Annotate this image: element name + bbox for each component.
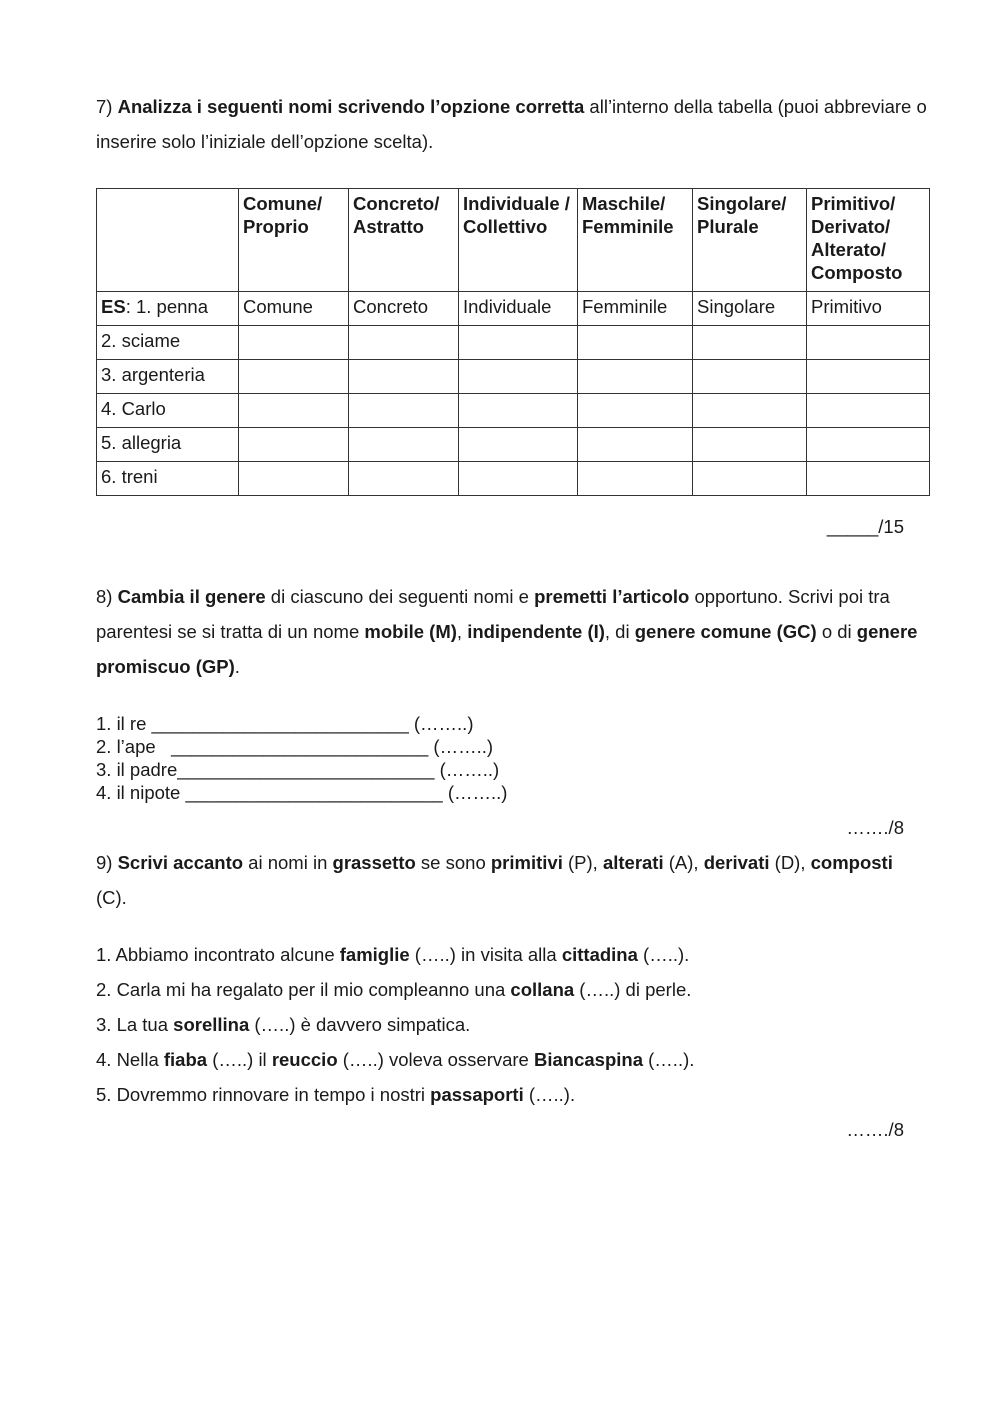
row-label: 2. sciame [97, 326, 239, 360]
instruction-text: , [456, 621, 468, 642]
exercise-number: 9) [96, 852, 118, 873]
list-item[interactable] [96, 1077, 694, 1112]
score-exercise-7: _____/15 [826, 516, 904, 537]
table-cell: Individuale [459, 292, 578, 326]
table-cell: Comune [239, 292, 349, 326]
table-header-row [97, 189, 930, 292]
instruction-bold: composti [810, 852, 893, 873]
sentence-text: (…..). [637, 944, 690, 965]
sentence-text: (…..) in visita alla [409, 944, 562, 965]
answer-cell[interactable] [693, 394, 807, 428]
bold-noun: famiglie [339, 944, 410, 965]
exercise-8-instructions [96, 579, 928, 684]
answer-cell[interactable] [578, 360, 693, 394]
list-item[interactable] [96, 937, 694, 972]
sentence-text: 5. Dovremmo rinnovare in tempo i nostri [96, 1084, 431, 1105]
answer-cell[interactable] [807, 394, 930, 428]
table-row [97, 428, 930, 462]
table-header-cell: Primitivo/ Derivato/ Alterato/ Composto [807, 189, 930, 292]
sentence-text: 4. Nella [96, 1049, 164, 1070]
answer-cell[interactable] [578, 394, 693, 428]
sentence-text: (…..) di perle. [574, 979, 692, 1000]
instruction-text: o di [816, 621, 857, 642]
answer-cell[interactable] [349, 360, 459, 394]
exercise-9-instructions [96, 845, 928, 915]
instruction-bold: Scrivi accanto [117, 852, 244, 873]
answer-cell[interactable] [459, 462, 578, 496]
instruction-bold: Cambia il genere [117, 586, 266, 607]
table-header-cell: Comune/ Proprio [239, 189, 349, 292]
answer-cell[interactable] [239, 428, 349, 462]
instruction-bold: Analizza i seguenti nomi scrivendo l’opzione corretta [117, 96, 585, 117]
list-item[interactable] [96, 972, 694, 1007]
instruction-text: ai nomi in [243, 852, 333, 873]
sentence-text: 2. Carla mi ha regalato per il mio compleanno una [96, 979, 511, 1000]
instruction-bold: mobile (M) [364, 621, 457, 642]
list-item[interactable]: 3. il padre_________________________ (……..) [96, 759, 500, 780]
bold-noun: reuccio [271, 1049, 338, 1070]
table-row [97, 326, 930, 360]
bold-noun: passaporti [430, 1084, 524, 1105]
table-row [97, 360, 930, 394]
instruction-text: (P), [562, 852, 603, 873]
exercise-7-instructions [96, 89, 928, 159]
row-label: 4. Carlo [97, 394, 239, 428]
answer-cell[interactable] [693, 428, 807, 462]
instruction-text: (A), [663, 852, 704, 873]
answer-cell[interactable] [239, 360, 349, 394]
answer-cell[interactable] [459, 326, 578, 360]
answer-cell[interactable] [693, 360, 807, 394]
row-label: 5. allegria [97, 428, 239, 462]
bold-noun: sorellina [173, 1014, 250, 1035]
instruction-bold: derivati [703, 852, 770, 873]
sentence-text: (…..) il [207, 1049, 272, 1070]
list-item[interactable]: 1. il re _________________________ (……..) [96, 713, 474, 734]
answer-cell[interactable] [693, 326, 807, 360]
answer-cell[interactable] [239, 326, 349, 360]
answer-cell[interactable] [349, 462, 459, 496]
table-cell: Femminile [578, 292, 693, 326]
instruction-bold: indipendente (I) [467, 621, 605, 642]
instruction-text: , di [604, 621, 635, 642]
answer-cell[interactable] [349, 428, 459, 462]
example-word: : 1. penna [125, 296, 208, 317]
list-item[interactable] [96, 1042, 694, 1077]
bold-noun: collana [510, 979, 575, 1000]
exercise-8-list [96, 712, 507, 804]
bold-noun: Biancaspina [534, 1049, 643, 1070]
bold-noun: cittadina [561, 944, 638, 965]
instruction-text: all’interno della tabella (puoi abbreviare o inserire solo l’iniziale dell’opzione scelta). [96, 96, 927, 152]
instruction-bold: premetti l’articolo [534, 586, 690, 607]
instruction-bold: genere promiscuo (GP) [96, 621, 918, 677]
table-row-example [97, 292, 930, 326]
list-item[interactable]: 2. l’ape _________________________ (……..) [96, 736, 494, 757]
list-item[interactable]: 4. il nipote _________________________ (……..) [96, 782, 508, 803]
sentence-text: (…..). [643, 1049, 695, 1070]
answer-cell[interactable] [459, 360, 578, 394]
answer-cell[interactable] [807, 360, 930, 394]
answer-cell[interactable] [239, 394, 349, 428]
table-cell: Singolare [693, 292, 807, 326]
table-header-cell [97, 189, 239, 292]
table-row [97, 394, 930, 428]
answer-cell[interactable] [459, 428, 578, 462]
bold-noun: fiaba [163, 1049, 208, 1070]
instruction-text: di ciascuno dei seguenti nomi e [265, 586, 535, 607]
sentence-text: (…..). [523, 1084, 576, 1105]
table-cell: Primitivo [807, 292, 930, 326]
table-cell: Concreto [349, 292, 459, 326]
row-label: 3. argenteria [97, 360, 239, 394]
instruction-text: (D), [769, 852, 811, 873]
answer-cell[interactable] [807, 428, 930, 462]
score-exercise-9: ……./8 [846, 1119, 904, 1140]
instruction-text: . [234, 656, 240, 677]
table-header-cell: Maschile/ Femminile [578, 189, 693, 292]
instruction-bold: grassetto [332, 852, 416, 873]
sentence-text: (…..) è davvero simpatica. [249, 1014, 471, 1035]
exercise-number: 7) [96, 96, 113, 117]
instruction-text: opportuno. Scrivi poi tra parentesi se si tratta di un nome [96, 586, 890, 642]
example-prefix: ES [101, 296, 126, 317]
table-row [97, 462, 930, 496]
exercise-9-list [96, 937, 694, 1112]
instruction-bold: genere comune (GC) [634, 621, 817, 642]
sentence-text: 1. Abbiamo incontrato alcune [96, 944, 340, 965]
instruction-bold: alterati [602, 852, 664, 873]
answer-cell[interactable] [578, 428, 693, 462]
score-exercise-8: ……./8 [846, 817, 904, 838]
answer-cell[interactable] [349, 394, 459, 428]
row-label [97, 292, 239, 326]
answer-cell[interactable] [349, 326, 459, 360]
sentence-text: (…..) voleva osservare [337, 1049, 534, 1070]
answer-cell[interactable] [807, 326, 930, 360]
table-header-cell: Individuale / Collettivo [459, 189, 578, 292]
answer-cell[interactable] [807, 462, 930, 496]
answer-cell[interactable] [239, 462, 349, 496]
answer-cell[interactable] [578, 326, 693, 360]
answer-cell[interactable] [578, 462, 693, 496]
exercise-number: 8) [96, 586, 118, 607]
row-label: 6. treni [97, 462, 239, 496]
table-header-cell: Concreto/ Astratto [349, 189, 459, 292]
answer-cell[interactable] [459, 394, 578, 428]
sentence-text: 3. La tua [96, 1014, 174, 1035]
noun-analysis-table [96, 188, 930, 496]
list-item[interactable] [96, 1007, 694, 1042]
instruction-bold: primitivi [490, 852, 563, 873]
instruction-text: (C). [96, 887, 127, 908]
instruction-text: se sono [415, 852, 491, 873]
table-header-cell: Singolare/ Plurale [693, 189, 807, 292]
answer-cell[interactable] [693, 462, 807, 496]
